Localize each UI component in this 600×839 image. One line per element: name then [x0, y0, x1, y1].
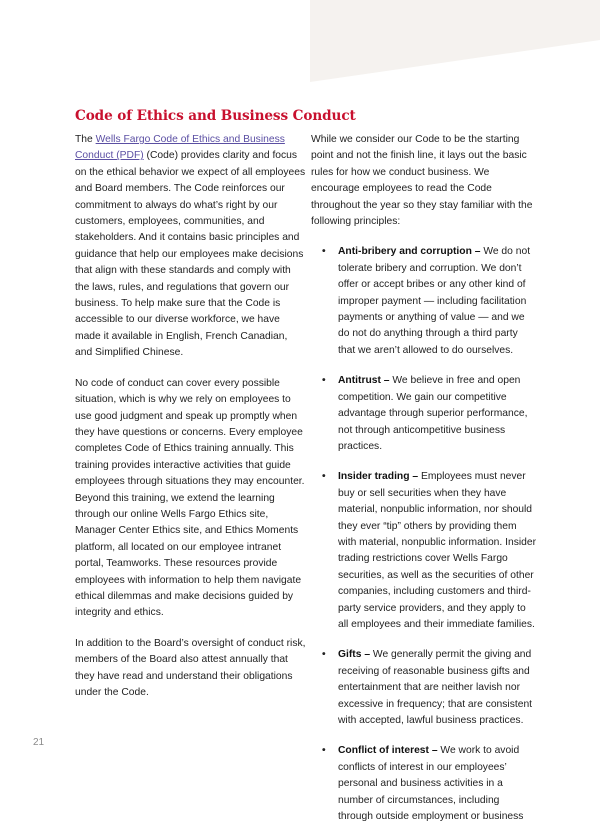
principle-title: Insider trading – — [338, 471, 419, 483]
principle-text: We work to avoid conflicts of interest in our employees’ personal and business activities in a number of circumstances, including through outside employment or business — [338, 745, 524, 823]
principle-item-antitrust — [311, 373, 537, 455]
principles-list — [311, 244, 537, 825]
principle-text: Employees must never buy or sell securities when they have material, nonpublic information, nor should they ever “tip” others by providing them with material, nonpublic information. Insider trading restrictions cover Wells Fargo securities, as well as the securities of other companies, including customers and third-party service providers, and they apply to all employees and their immediate families. — [338, 471, 537, 630]
code-of-ethics-pdf-link[interactable]: Wells Fargo Code of Ethics and Business Conduct (PDF) — [75, 134, 285, 162]
principles-intro-paragraph: While we consider our Code to be the starting point and not the finish line, it lays out the basic rules for how we conduct business. We encourage employees to read the Code throughout the year so they stay familiar with the following principles: — [311, 134, 533, 228]
page-number: 21 — [33, 737, 45, 748]
board-paragraph: In addition to the Board’s oversight of conduct risk, members of the Board also attest annually that they have read and understand their obligations under the Code. — [75, 637, 306, 698]
principle-item-insider-trading — [311, 469, 537, 633]
decorative-corner-shape — [310, 0, 600, 82]
intro-text-post: (Code) provides clarity and focus on the ethical behavior we expect of all employees and Board members. The Code reinforces our commitment to always do what’s right by our customers, employees, communities, and stakeholders. And it contains basic principles and guidance that help our employees make decisions that align with these standards and comply with the laws, rules, and regulations that govern our business. To help make sure that the Code is accessible to our diverse workforce, we have made it available in English, French Canadian, and Simplified Chinese. — [75, 150, 306, 359]
principle-item-gifts — [311, 647, 537, 729]
principle-item-conflict-of-interest — [311, 743, 537, 825]
right-column — [311, 132, 537, 839]
code-intro-paragraph — [75, 132, 307, 362]
section-heading: Code of Ethics and Business Conduct — [75, 108, 356, 124]
intro-text-pre: The — [75, 134, 96, 145]
principle-item-anti-bribery — [311, 244, 537, 359]
principle-text: We believe in free and open competition. We gain our competitive advantage through superior performance, not through anticompetitive business practices. — [338, 375, 528, 452]
principle-title: Antitrust – — [338, 375, 390, 387]
training-paragraph: No code of conduct can cover every possible situation, which is why we rely on employees to use good judgment and speak up promptly when they have questions or concerns. Every employee completes Code of Ethics training annually. This training provides interactive activities that guide employees through situations they may encounter. Beyond this training, we extend the learning through our online Wells Fargo Ethics site, Manager Center Ethics site, and Ethics Moments platform, all located on our employee intranet portal, Teamworks. These resources provide employees with information to help them navigate ethical dilemmas and make decisions guided by integrity and ethics. — [75, 377, 305, 619]
left-column — [75, 132, 307, 715]
principle-title: Conflict of interest – — [338, 745, 438, 757]
principle-text: We generally permit the giving and receiving of reasonable business gifts and entertainment that are neither lavish nor excessive in frequency; that are consistent with accepted, lawful business practices. — [338, 649, 533, 726]
principle-title: Gifts – — [338, 649, 371, 661]
principle-text: We do not tolerate bribery and corruption. We don’t offer or accept bribes or any other kind of improper payment — including facilitation payments or anything of value — and we do not do anything through a third party that we aren’t allowed to do ourselves. — [338, 246, 531, 356]
principle-title: Anti-bribery and corruption – — [338, 246, 481, 258]
